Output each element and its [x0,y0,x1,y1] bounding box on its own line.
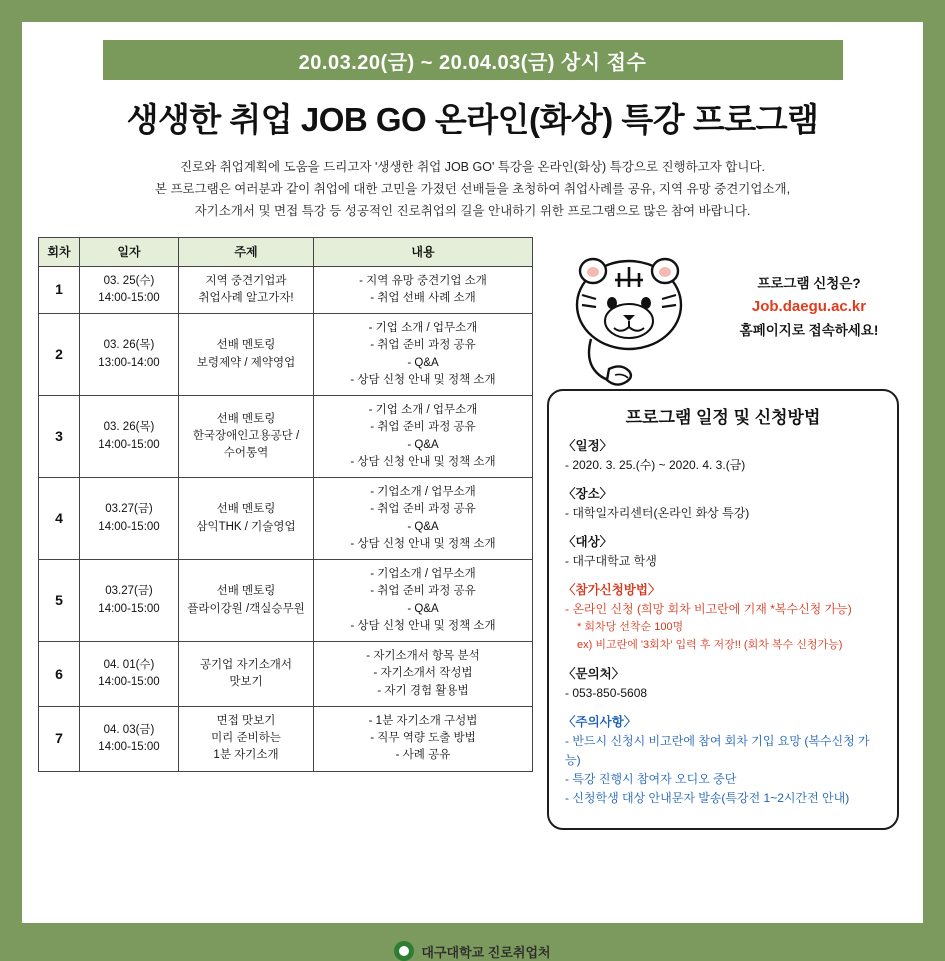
cell-content: - 1분 자기소개 구성법 - 직무 역량 도출 방법 - 사례 공유 [314,706,533,771]
table-row [39,560,533,642]
schedule-table-body [39,266,533,771]
cell-topic: 지역 중견기업과 취업사례 알고가자! [179,266,314,314]
cell-date: 04. 01(수) 14:00-15:00 [80,642,179,707]
info-column [545,237,905,806]
schedule-column [38,237,533,772]
cell-content: - 기업소개 / 업무소개 - 취업 준비 과정 공유 - Q&A - 상담 신청 안내 및 정책 소개 [314,560,533,642]
cell-date: 03. 26(목) 13:00-14:00 [80,314,179,396]
info-section-heading: 〈문의처〉 [563,666,625,681]
schedule-table [38,237,533,772]
table-row [39,478,533,560]
cell-session-no: 5 [39,560,80,642]
intro-line: 본 프로그램은 여러분과 같이 취업에 대한 고민을 가졌던 선배들을 초청하여 취업사례를 공유, 지역 유망 중견기업소개, [154,181,791,196]
cell-topic: 선배 멘토링 보령제약 / 제약영업 [179,314,314,396]
cell-date: 03.27(금) 14:00-15:00 [80,560,179,642]
cell-content: - 지역 유망 중견기업 소개 - 취업 선배 사례 소개 [314,266,533,314]
cell-content: - 기업 소개 / 업무소개 - 취업 준비 과정 공유 - Q&A - 상담 신청 안내 및 정책 소개 [314,314,533,396]
cell-session-no: 2 [39,314,80,396]
tiger-mascot-icon [549,247,719,397]
cell-session-no: 1 [39,266,80,314]
cell-content: - 기업 소개 / 업무소개 - 취업 준비 과정 공유 - Q&A - 상담 신청 안내 및 정책 소개 [314,396,533,478]
info-section-line: - 대구대학교 학생 [565,554,657,568]
table-header-row [39,237,533,266]
footer-text: 대구대학교 진로취업처 [421,944,551,960]
apply-note-line3: 홈페이지로 접속하세요! [739,322,879,338]
cell-topic: 선배 멘토링 플라이강원 /객실승무원 [179,560,314,642]
info-section-line: - 2020. 3. 25.(수) ~ 2020. 4. 3.(금) [565,457,746,472]
info-section [563,436,883,475]
info-section-line: - 특강 진행시 참여자 오디오 중단 [565,772,737,787]
table-row [39,266,533,314]
cell-topic: 선배 멘토링 한국장애인고용공단 / 수어통역 [179,396,314,478]
cell-session-no: 4 [39,478,80,560]
cell-session-no: 6 [39,642,80,707]
cell-date: 03. 25(수) 14:00-15:00 [80,266,179,314]
info-section [563,484,883,523]
footer [22,941,923,961]
info-box-title: 프로그램 일정 및 신청방법 [625,407,821,427]
info-section [563,580,883,654]
info-section [563,712,883,809]
info-section-line: - 대학일자리센터(온라인 화상 특강) [565,505,750,520]
cell-content: - 자기소개서 항목 분석 - 자기소개서 작성법 - 자기 경험 활용법 [314,642,533,707]
cell-date: 03. 26(목) 14:00-15:00 [80,396,179,478]
info-box [547,389,899,830]
info-section-line: - 반드시 신청시 비고란에 참여 회차 기입 요망 (복수신청 가능) [565,733,870,767]
cell-topic: 선배 멘토링 삼익THK / 기술영업 [179,478,314,560]
info-box-sections [563,436,883,809]
cell-topic: 면접 맛보기 미리 준비하는 1분 자기소개 [179,706,314,771]
column-header-content: 내용 [314,237,533,266]
intro-line: 진로와 취업계획에 도움을 드리고자 '생생한 취업 JOB GO' 특강을 온라인(화상) 특강으로 진행하고자 합니다. [179,160,765,174]
table-row [39,314,533,396]
column-header-topic: 주제 [179,237,314,266]
info-section-subline: ex) 비고란에 '3회차' 입력 후 저장!! (회차 복수 신청가능) [577,638,843,651]
info-section-line: - 053-850-5608 [565,685,648,700]
column-header-no: 회차 [39,237,80,266]
info-section [563,664,883,703]
page-title: 생생한 취업 JOB GO 온라인(화상) 특강 프로그램 [126,101,819,138]
cell-session-no: 7 [39,706,80,771]
cell-topic: 공기업 자기소개서 맛보기 [179,642,314,707]
apply-url[interactable]: Job.daegu.ac.kr [751,297,867,315]
cell-date: 03.27(금) 14:00-15:00 [80,478,179,560]
content-row [38,237,907,806]
table-row [39,706,533,771]
column-header-date: 일자 [80,237,179,266]
poster-card [22,22,923,960]
cell-session-no: 3 [39,396,80,478]
info-section-heading: 〈참가신청방법〉 [563,583,661,598]
info-section-line: - 온라인 신청 (희망 회차 비고란에 기재 *복수신청 가능) [565,602,852,617]
info-section [563,532,883,571]
intro-line: 자기소개서 및 면접 특강 등 성공적인 진로취업의 길을 안내하기 위한 프로그램으로 많은 참여 바랍니다. [194,203,751,218]
cell-content: - 기업소개 / 업무소개 - 취업 준비 과정 공유 - Q&A - 상담 신청 안내 및 정책 소개 [314,478,533,560]
date-band: 20.03.20(금) ~ 20.04.03(금) 상시 접수 [103,40,843,80]
table-row [39,642,533,707]
university-logo-icon [394,941,414,961]
apply-note [719,273,899,342]
info-section-heading: 〈대상〉 [563,535,613,549]
intro-paragraph [60,157,885,223]
info-section-heading: 〈일정〉 [563,438,613,453]
info-section-heading: 〈장소〉 [563,486,613,501]
info-section-heading: 〈주의사항〉 [563,714,637,729]
info-section-line: - 신청학생 대상 안내문자 발송(특강전 1~2시간전 안내) [565,791,850,806]
cell-date: 04. 03(금) 14:00-15:00 [80,706,179,771]
apply-note-line1: 프로그램 신청은? [757,275,861,291]
info-section-subline: * 회차당 선착순 100명 [577,621,684,634]
table-row [39,396,533,478]
